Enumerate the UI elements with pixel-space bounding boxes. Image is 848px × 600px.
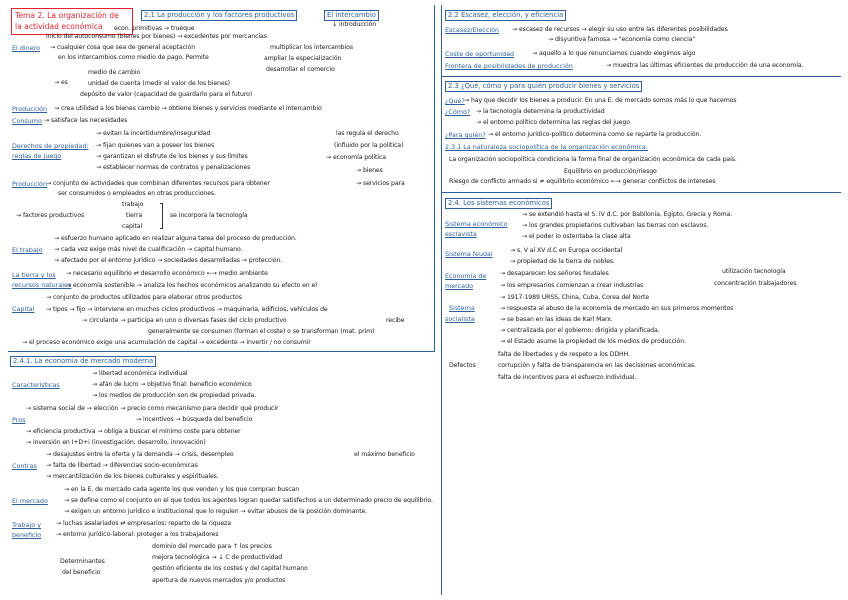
trabajo-beneficio-2: → entorno jurídico-laboral: proteger a los trabajadores	[56, 531, 219, 538]
contra-1: → desajustes entre la oferta y la demanda → crisis, desempleo	[46, 451, 234, 458]
section-2-1-header: 2.1 La producción y los factores productivos	[141, 10, 297, 21]
section-2-1-right-border	[434, 5, 435, 351]
page-title-line2: la actividad económica	[15, 22, 103, 31]
factor-tierra: tierra	[126, 212, 143, 219]
socialista-2: → respuesta al abuso de la economía de mercado en sus primeros momentos	[500, 305, 734, 312]
mercado-right-1: utilización tecnología	[722, 268, 786, 275]
mercado-2: → los empresarios comienzan a crear industrias	[500, 282, 644, 289]
coste-label: Coste de oportunidad	[445, 50, 515, 58]
factor-capital: capital	[122, 223, 143, 230]
esclavista-2: → los grandes propietarios cultivaban las tierras con esclavos.	[522, 222, 709, 229]
trabajo-label: El trabajo	[12, 246, 43, 254]
capital-3: → circulante → participa en uno o diversas fases del ciclo productivo	[82, 317, 287, 324]
socialista-label-2: socialista	[445, 315, 475, 323]
s21-line-3: → cualquier cosa que sea de general aceptación	[50, 44, 196, 51]
trabajo-1: → esfuerzo humano aplicado en realizar alguna tarea del proceso de producción.	[54, 235, 297, 242]
frontera-label: Frontera de posibilidades de producción	[445, 62, 573, 70]
el-mercado-3: → exigen un entorno jurídico e institucional que lo regulen → evitar abusos de la posición dominante.	[64, 508, 368, 515]
s23-que: → hay que decidir los bienes a producir. En una E. de mercado somos más lo que hacemos	[464, 97, 737, 104]
que-label: ¿Qué?	[445, 97, 465, 105]
s22-line-2: → disyuntiva famosa → "economía como ciencia"	[548, 36, 696, 43]
tierra-label-1: La tierra y los	[12, 271, 56, 279]
socialista-3: → se basan en las ideas de Karl Marx.	[500, 316, 613, 323]
tierra-2: → economía sostenible → analiza los hechos económicos analizando su efecto en el	[66, 282, 317, 289]
pro-1: → sistema social de → elección → precio como mecanismo para decidir qué producir	[26, 405, 279, 412]
determinante-1: dominio del mercado para ↑ los precios	[152, 543, 272, 550]
factor-trabajo: trabajo	[122, 201, 144, 208]
s22-line-1: → escasez de recursos → elegir su uso entre las diferentes posibilidades	[512, 26, 728, 33]
tierra-label-2: recursos naturales	[12, 281, 72, 289]
trabajo-beneficio-label-2: beneficio	[12, 531, 42, 539]
derechos-right-2: (influido por la política)	[334, 142, 404, 149]
derechos-3: → garantizan el disfrute de los bienes y sus límites	[96, 153, 248, 160]
capital-1: → conjunto de productos utilizados para elaborar otros productos	[46, 294, 242, 301]
section-2-2-header: 2.2 Escasez, elección, y eficiencia	[445, 10, 566, 21]
page-title-line1: Tema 2. La organización de	[15, 11, 119, 20]
capital-recibe: recibe	[386, 317, 405, 324]
pros-label: Pros	[12, 416, 26, 424]
escasez-label: Escasez/Elección	[445, 26, 500, 34]
trabajo-3: → afectado por el entorno jurídico → sociedades desarrolladas → protección.	[54, 257, 283, 264]
socialista-1: → 1917-1989 URSS, China, Cuba, Corea del Norte	[500, 294, 650, 301]
s21-right-3: desarrollar el comercio	[266, 66, 335, 73]
trabajo-2: → cada vez exige más nivel de cualificación → capital humano.	[54, 246, 243, 253]
defectos-label: Defectos	[449, 362, 476, 369]
s22-line-3: → aquello a lo que renunciamos cuando elegimos algo	[532, 50, 696, 57]
esclavista-1: → se extendió hasta el S. IV d.C. por Babilonia, Egipto, Grecia y Roma.	[522, 211, 733, 218]
mercado-label-2: mercado	[445, 282, 474, 290]
como-label: ¿Cómo?	[445, 108, 471, 116]
pro-3: → eficiencia productiva → obliga a buscar el mínimo coste para obtener	[26, 428, 241, 435]
contra-2: → falta de libertad → diferencias socio-económicas	[46, 462, 198, 469]
trabajo-beneficio-label-1: Trabajo y	[12, 521, 41, 529]
esclavista-label-2: esclavista	[445, 230, 477, 238]
caracteristicas-label: Características	[12, 381, 60, 389]
capital-4: generalmente se consumen (forman el coste) o se transforman (mat. prim)	[148, 328, 375, 335]
pro-2: → incentivos → búsqueda del beneficio	[136, 416, 253, 423]
section-2-4-1-header: 2.4.1. La economía de mercado moderna	[10, 356, 156, 367]
contra-3: → mercantilización de los bienes culturales y espirituales.	[46, 473, 219, 480]
el-mercado-2: → se define como el conjunto en el que todos los agentes logran quedar satisfechos a un determinado precio de equilibrio.	[64, 497, 433, 504]
contras-label: Contras	[12, 462, 37, 470]
determinante-3: gestión eficiente de los costes y del capital humano	[152, 565, 308, 572]
dinero-label: El dinero	[12, 44, 41, 52]
trabajo-beneficio-1: → luchas asalariados ⇄ empresarios: reparto de la riqueza	[56, 520, 231, 527]
produccion2-text-2: ser consumidos o empleados en otras producciones.	[58, 190, 216, 197]
derechos-label-1: Derechos de propiedad:	[12, 142, 89, 150]
defecto-3: falta de incentivos para el esfuerzo individual.	[498, 374, 637, 381]
caracteristica-3: → los medios de producción son de propiedad privada.	[92, 392, 257, 399]
esclavista-label-1: Sistema económico	[445, 220, 508, 228]
s22-line-4: → muestra las últimas eficientes de producción de una economía.	[606, 62, 804, 69]
intercambio-sub: ↓ introducción	[332, 21, 377, 28]
s21-right-1: multiplicar los intercambios	[270, 44, 353, 51]
derechos-right-1: las regula el derecho	[336, 130, 399, 137]
servicios: → servicios para	[356, 180, 405, 187]
section-2-3-bottom-border	[441, 192, 841, 193]
mercado-1: → desaparecen los señores feudales	[500, 270, 609, 277]
s21-right-2: ampliar la especialización	[264, 55, 342, 62]
capital-2: → tipos → fijo → interviene en muchos ciclos productivos → maquinaria, edificios, vehículos de	[46, 306, 328, 313]
section-2-3-1-header: 2.3.1 La naturaleza sociopolítica de la organización económica.	[445, 143, 648, 151]
determinante-2: mejora tecnológica → ↓ C de productividad	[152, 554, 283, 561]
tierra-1: → necesario equilibrio ⇄ desarrollo económico ←→ medio ambiente	[66, 270, 268, 277]
intercambio-label: El intercambio	[324, 10, 379, 21]
produccion-text: → crea utilidad a los bienes cambio → obtiene bienes y servicios mediante el intercambio	[54, 105, 322, 112]
defecto-2: corrupción y falta de transparencia en las decisiones económicas.	[498, 362, 696, 369]
section-2-2-left-border	[441, 5, 442, 595]
s21-line-2: inicio del autoconsumo (bienes por bienes) → excedentes por mercancías	[46, 33, 267, 40]
feudal-label: Sistema feudal	[445, 250, 493, 258]
s23-para-quien: → el entorno jurídico-político determina como se reparte la producción.	[488, 131, 702, 138]
determinantes-label-1: Determinantes	[60, 558, 105, 565]
s231-line-3: Riesgo de conflicto armado si ≠ equilibrio económico ←→ generar conflictos de intereses	[449, 178, 716, 185]
s23-como-1: → la tecnología determina la productividad	[476, 108, 605, 115]
s21-line-8: depósito de valor (capacidad de guardarlo para el futuro)	[80, 91, 253, 98]
bienes: → bienes	[356, 167, 383, 174]
determinante-4: apertura de nuevos mercados y/o productos	[152, 577, 286, 584]
derechos-right-3: → economía política	[326, 154, 386, 161]
s21-line-1: econ. primitivas → trueque	[114, 25, 195, 32]
produccion2-text-1: → conjunto de actividades que combinan diferentes recursos para obtener	[46, 180, 270, 187]
feudal-2: → propiedad de la tierra de nobles.	[510, 258, 615, 265]
s21-line-6: → es	[54, 79, 68, 86]
socialista-4: → centralizada por el gobierno: dirigida y planificada.	[500, 327, 660, 334]
factores-bracket	[160, 203, 163, 229]
feudal-1: → s. V al XV d.C en Europa occidental	[510, 247, 623, 254]
consumo-label: Consumo	[12, 117, 42, 125]
s21-line-5: medio de cambio	[88, 69, 141, 76]
derechos-2: → fijan quienes van a poseer los bienes	[96, 142, 215, 149]
mercado-label-1: Economía de	[445, 272, 487, 280]
s21-line-7: unidad de cuenta (medir el valor de los bienes)	[88, 80, 230, 87]
defecto-1: falta de libertades y de respeto a los DDHH.	[498, 351, 630, 358]
socialista-5: → el Estado asume la propiedad de los medios de producción.	[500, 338, 686, 345]
socialista-label-1: Sistema	[449, 304, 475, 312]
capital-label: Capital	[12, 305, 35, 313]
s231-line-1: La organización sociopolítica condiciona la forma final de organización económica de cada país.	[449, 156, 737, 163]
pro-4: → inversión en I+D+i (investigación, desarrollo, innovación)	[26, 439, 206, 446]
para-quien-label: ¿Para quién?	[445, 131, 486, 139]
mercado-right-2: concentración trabajadores	[714, 280, 797, 287]
derechos-label-2: reglas de juego	[12, 152, 62, 160]
el-mercado-1: → en la E. de mercado cada agente los que venden y los que compran buscan	[64, 486, 300, 493]
s21-line-4: en los intercambios como medio de pago. Permite	[58, 54, 209, 61]
determinantes-label-2: del beneficio	[62, 569, 101, 576]
section-2-1-bottom-border	[8, 351, 435, 352]
produccion-label: Producción	[12, 105, 48, 113]
esclavista-3: → el poder lo ostentaba la clase alta	[522, 233, 631, 240]
derechos-1: → evitan la incertidumbre/inseguridad	[96, 130, 211, 137]
el-mercado-label: El mercado	[12, 497, 48, 505]
section-2-2-bottom-border	[441, 76, 841, 77]
factores: → factores productivos	[16, 212, 85, 219]
consumo-text: → satisface las necesidades	[44, 117, 128, 124]
section-2-4-header: 2.4. Los sistemas económicos	[445, 198, 552, 209]
produccion2-label: Producción	[12, 180, 48, 188]
derechos-4: → establecer normas de contratos y penalizaciones	[96, 164, 251, 171]
incorpora: se incorpora la tecnología	[170, 212, 248, 219]
caracteristica-1: → libertad económica individual	[92, 370, 188, 377]
capital-5: → el proceso económico exige una acumulación de capital → excedente → invertir / no consumir	[22, 339, 311, 346]
caracteristica-2: → afán de lucro → objetivo final: beneficio económico	[92, 381, 252, 388]
pro-max: el máximo beneficio	[354, 451, 415, 458]
section-2-3-header: 2.3 ¿Qué, cómo y para quién producir bienes y servicios	[445, 81, 642, 92]
s231-line-2: Equilibrio en producción/riesgo	[564, 168, 657, 175]
s23-como-2: → el entorno político determina las reglas del juego	[476, 119, 630, 126]
section-2-1-frame	[141, 7, 433, 8]
